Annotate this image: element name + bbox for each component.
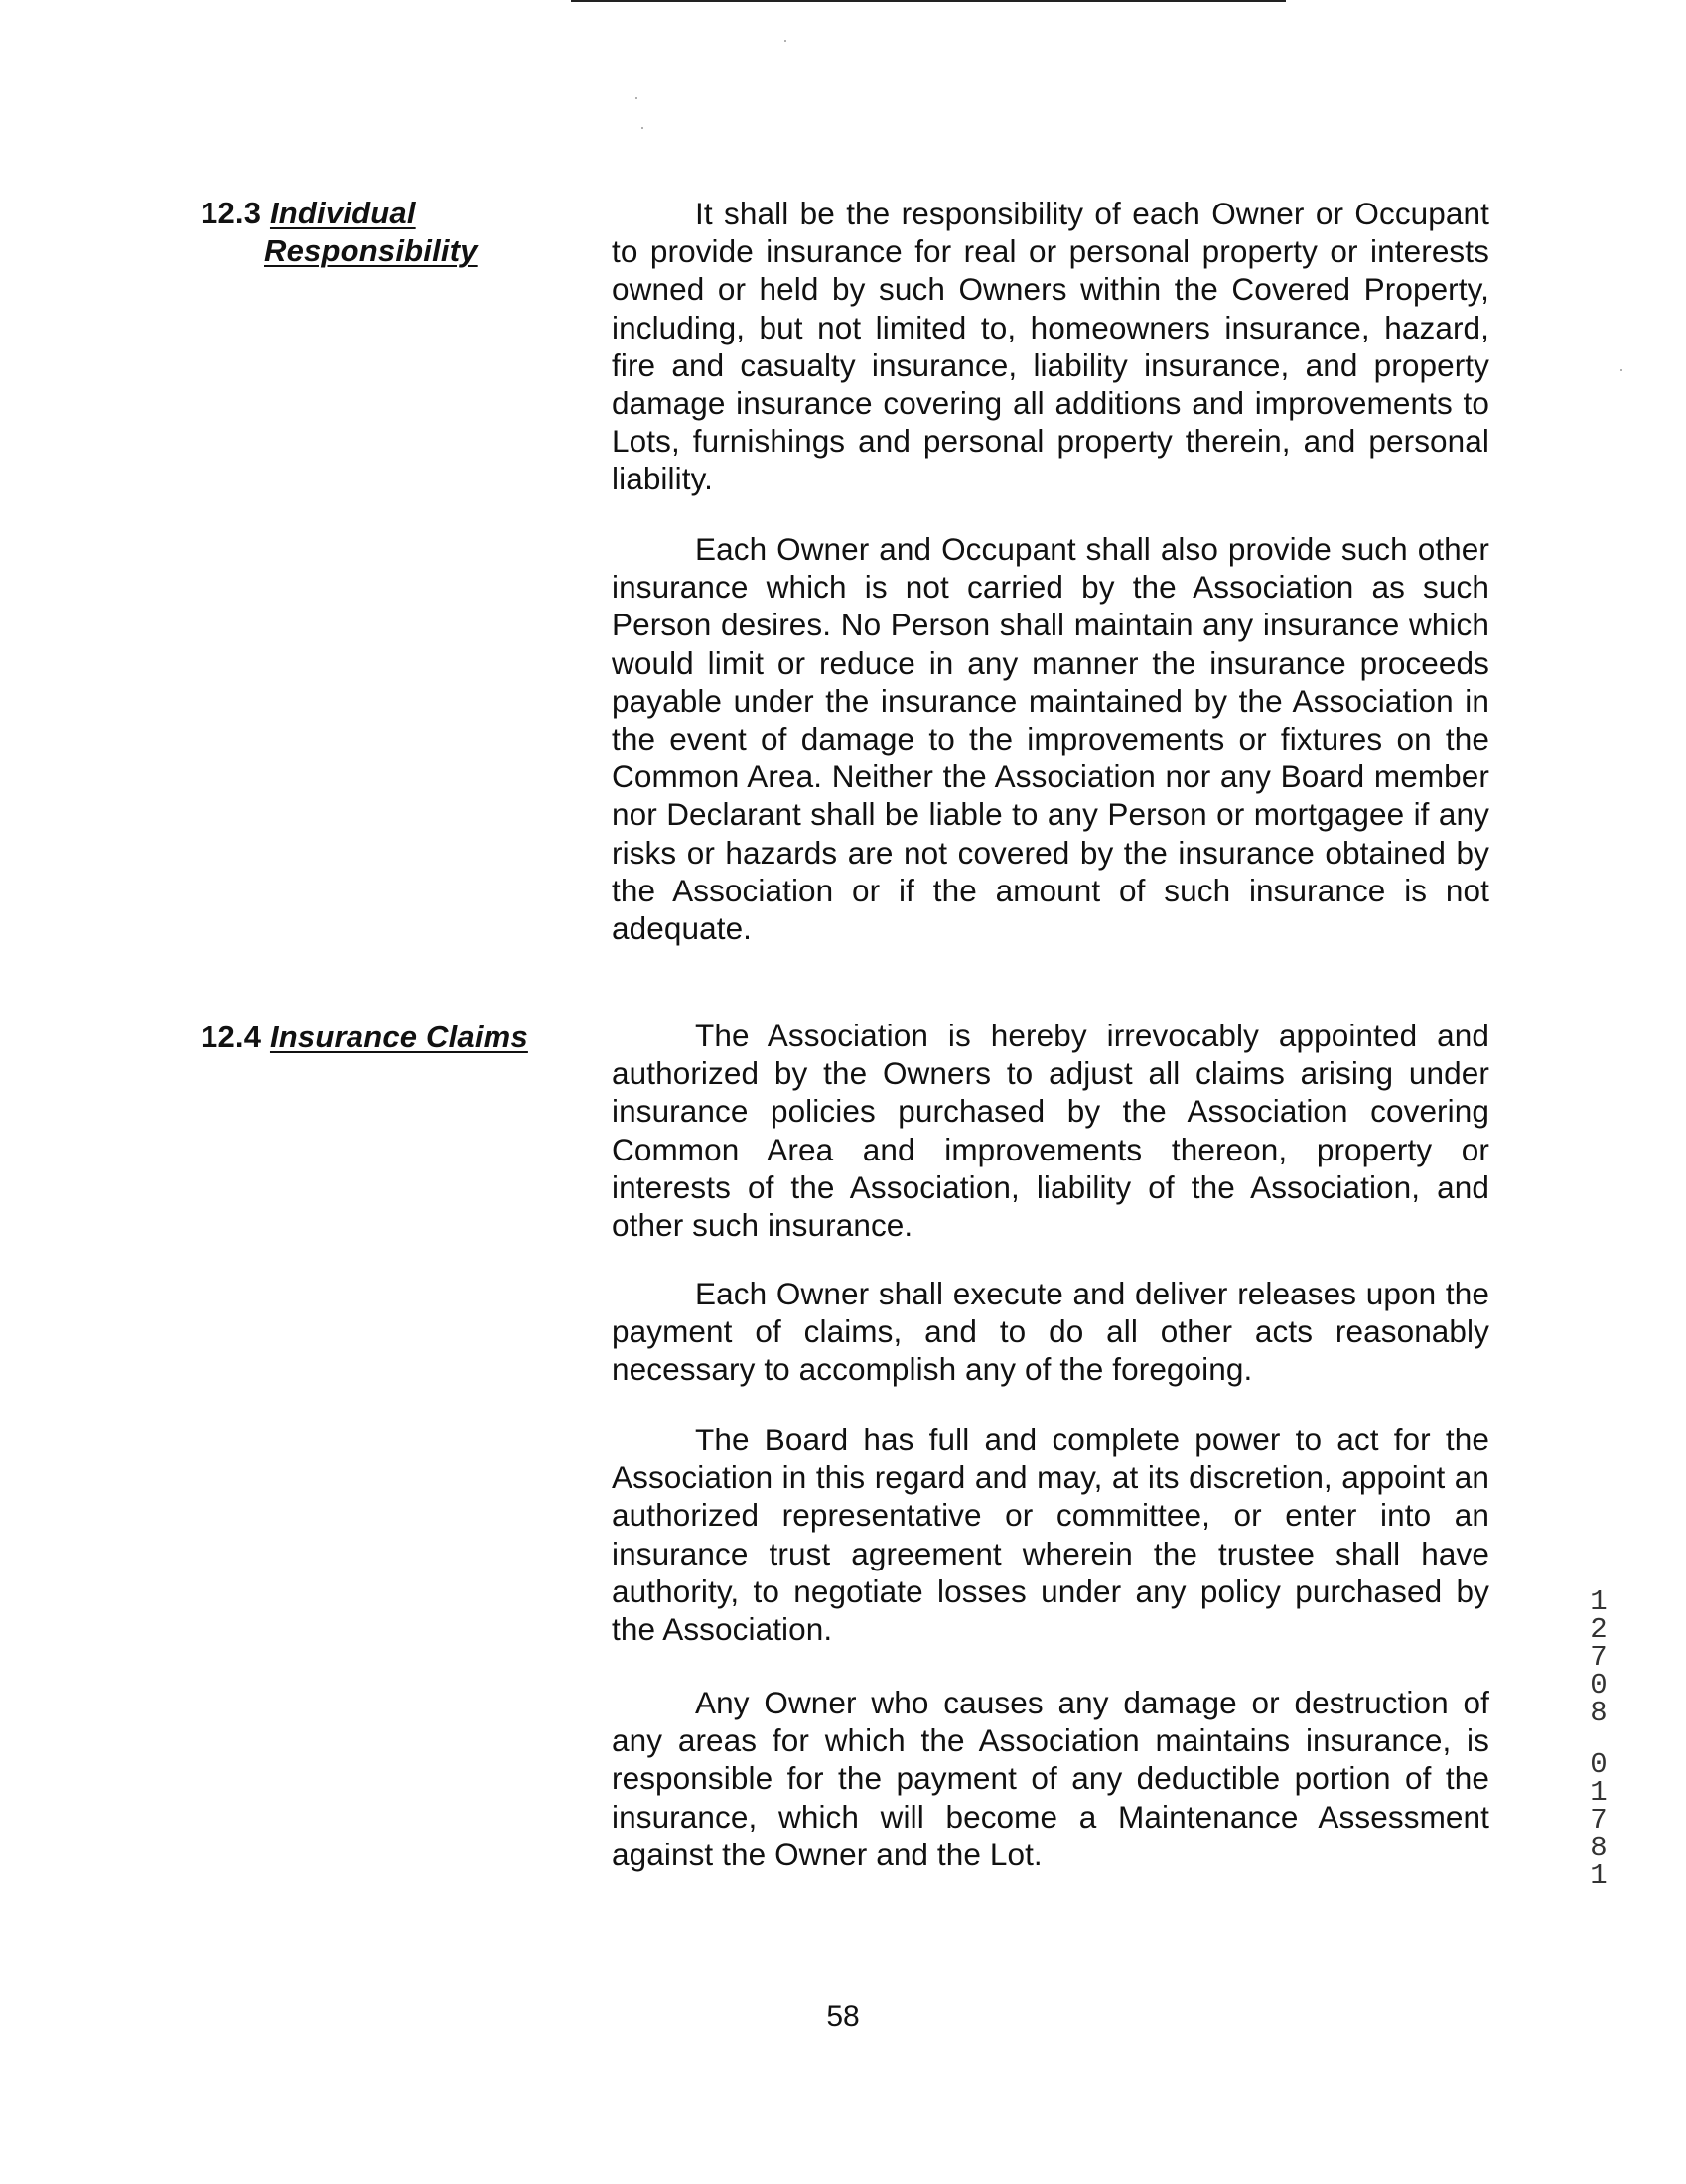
section-12-4-paragraph-3: The Board has full and complete power to act for the Association in this regard and may, at its discretion, appoint an authorized representative or committee, or enter into an insurance trust agreement wherein the trustee shall have authority, to negotiate losses under any policy purchased by the Association.: [612, 1422, 1489, 1648]
section-title: Individual: [269, 196, 416, 230]
recording-code-char: 1: [1590, 1776, 1608, 1809]
section-number: 12.3: [201, 196, 262, 230]
scan-speck: [1620, 369, 1622, 371]
section-12-4-paragraph-1: The Association is hereby irrevocably appointed and authorized by the Owners to adjust all claims arising under insurance policies purchased by the Association covering Common Area and improvements thereon, property or interests of the Association, liability of the Association, and other such insurance.: [612, 1018, 1489, 1244]
section-title-continued: Responsibility: [264, 233, 478, 268]
section-title: Insurance Claims: [269, 1020, 528, 1054]
section-12-4-paragraph-4: Any Owner who causes any damage or destruction of any areas for which the Association maintains insurance, is responsible for the payment of any deductible portion of the insurance, which will become a Maintenance Assessment against the Owner and the Lot.: [612, 1685, 1489, 1872]
recording-code-char: 7: [1590, 1641, 1608, 1674]
recording-code-char: 7: [1590, 1804, 1608, 1837]
section-12-3-paragraph-2: Each Owner and Occupant shall also provide such other insurance which is not carried by the Association as such Person desires. No Person shall maintain any insurance which would limit or reduce in any manner the insurance proceeds payable under the insurance maintained by the Association in the event of damage to the improvements or fixtures on the Common Area. Neither the Association nor any Board member nor Declarant shall be liable to any Person or mortgagee if any risks or hazards are not covered by the insurance obtained by the Association or if the amount of such insurance is not adequate.: [612, 531, 1489, 947]
recording-code-char: 2: [1590, 1613, 1608, 1646]
recording-code-char: 1: [1590, 1585, 1608, 1618]
recording-code: [1581, 1585, 1616, 1892]
scan-speck: [784, 40, 786, 42]
scan-speck: [635, 97, 637, 99]
top-border-line: [571, 0, 1286, 2]
recording-code-char: 8: [1590, 1832, 1608, 1864]
scan-speck: [641, 127, 643, 129]
section-12-3-paragraph-1: It shall be the responsibility of each Owner or Occupant to provide insurance for real or personal property or interests owned or held by such Owners within the Covered Property, including, but not limited to, homeowners insurance, hazard, fire and casualty insurance, liability insurance, and property damage insurance covering all additions and improvements to Lots, furnishings and personal property therein, and personal liability.: [612, 196, 1489, 497]
recording-code-char: 0: [1590, 1748, 1608, 1781]
page-number: 58: [826, 2000, 860, 2033]
section-heading-12-3: [201, 195, 478, 270]
recording-code-char: 8: [1590, 1697, 1608, 1729]
section-heading-12-4: [201, 1019, 528, 1056]
section-12-4-paragraph-2: Each Owner shall execute and deliver releases upon the payment of claims, and to do all other acts reasonably necessary to accomplish any of the foregoing.: [612, 1276, 1489, 1388]
recording-code-char: 0: [1590, 1669, 1608, 1702]
recording-code-char: 1: [1590, 1859, 1608, 1892]
section-number: 12.4: [201, 1020, 262, 1054]
